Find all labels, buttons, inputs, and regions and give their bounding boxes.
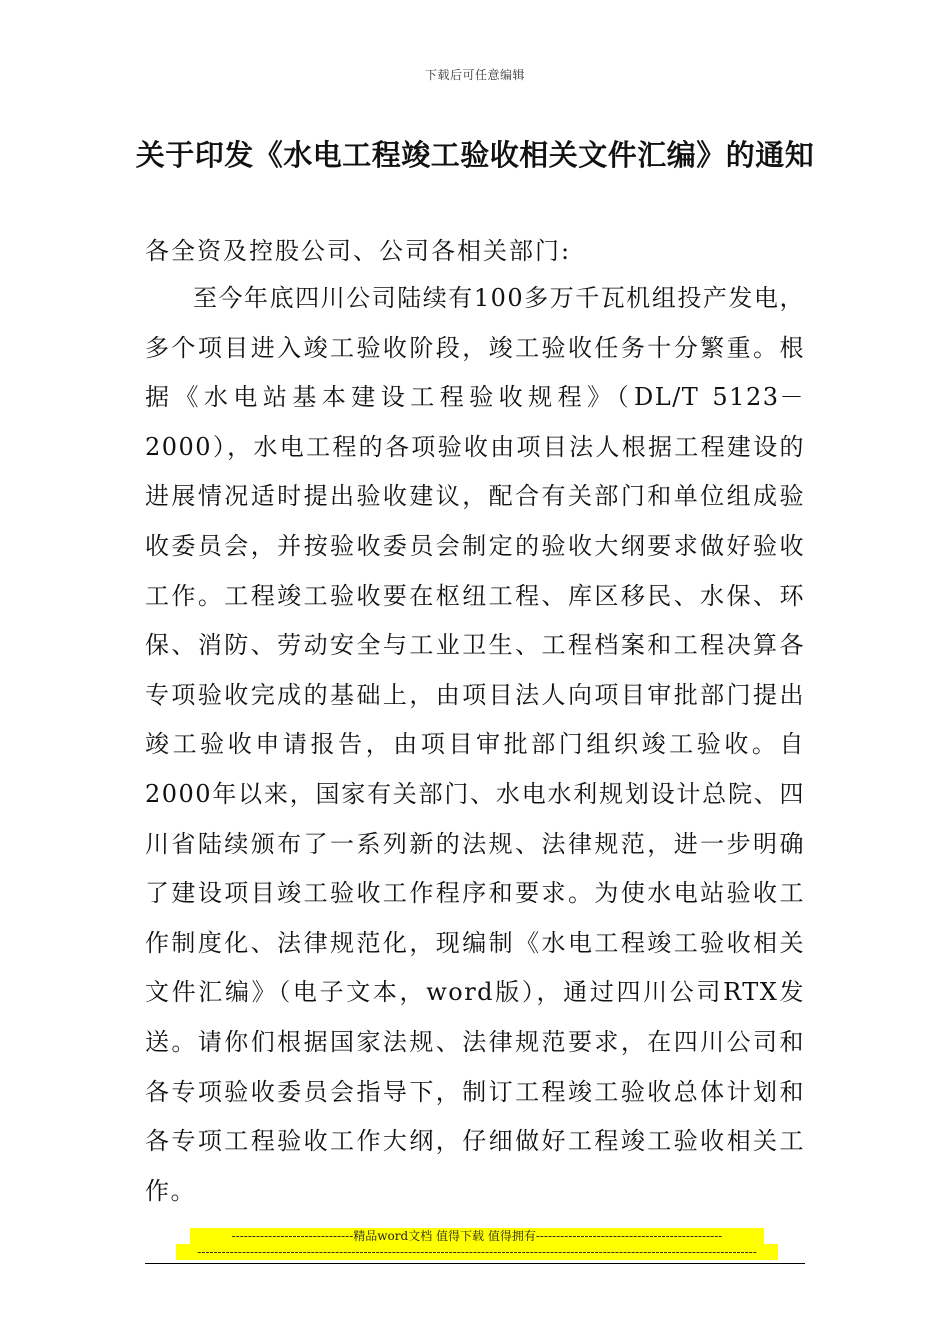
salutation: 各全资及控股公司、公司各相关部门: [145,237,572,265]
footer-banner-line-2: ------------------------------------------------------------------------------------------------------------------------------------------ [176,1244,778,1260]
body-paragraph: 至今年底四川公司陆续有100多万千瓦机组投产发电，多个项目进入竣工验收阶段，竣工验收任务十分繁重。根据《水电站基本建设工程验收规程》（DL/T 5123－2000），水电工程的各项验收由项目法人根据工程建设的进展情况适时提出验收建议，配合有关部门和单位组成验收委员会，并按验收委员会制定的验收大纲要求做好验收工作。工程竣工验收要在枢纽工程、库区移民、水保、环保、消防、劳动安全与工业卫生、工程档案和工程决算各专项验收完成的基础上，由项目法人向项目审批部门提出竣工验收申请报告，由项目审批部门组织竣工验收。自2000年以来，国家有关部门、水电水利规划设计总院、四川省陆续颁布了一系列新的法规、法律规范，进一步明确了建设项目竣工验收工作程序和要求。为使水电站验收工作制度化、法律规范化，现编制《水电工程竣工验收相关文件汇编》（电子文本，word版），通过四川公司RTX发送。请你们根据国家法规、法律规范要求，在四川公司和各专项验收委员会指导下，制订工程竣工验收总体计划和各专项工程验收工作大纲，仔细做好工程竣工验收相关工作。 [145,284,805,1205]
footer-divider [145,1263,805,1264]
footer-banner-line-1: ------------------------------精品word文档 值得下载 值得拥有---------------------------------------------- [190,1228,764,1244]
page-header-note: 下载后可任意编辑 [424,68,525,82]
document-title: 关于印发《水电工程竣工验收相关文件汇编》的通知 [135,138,815,172]
